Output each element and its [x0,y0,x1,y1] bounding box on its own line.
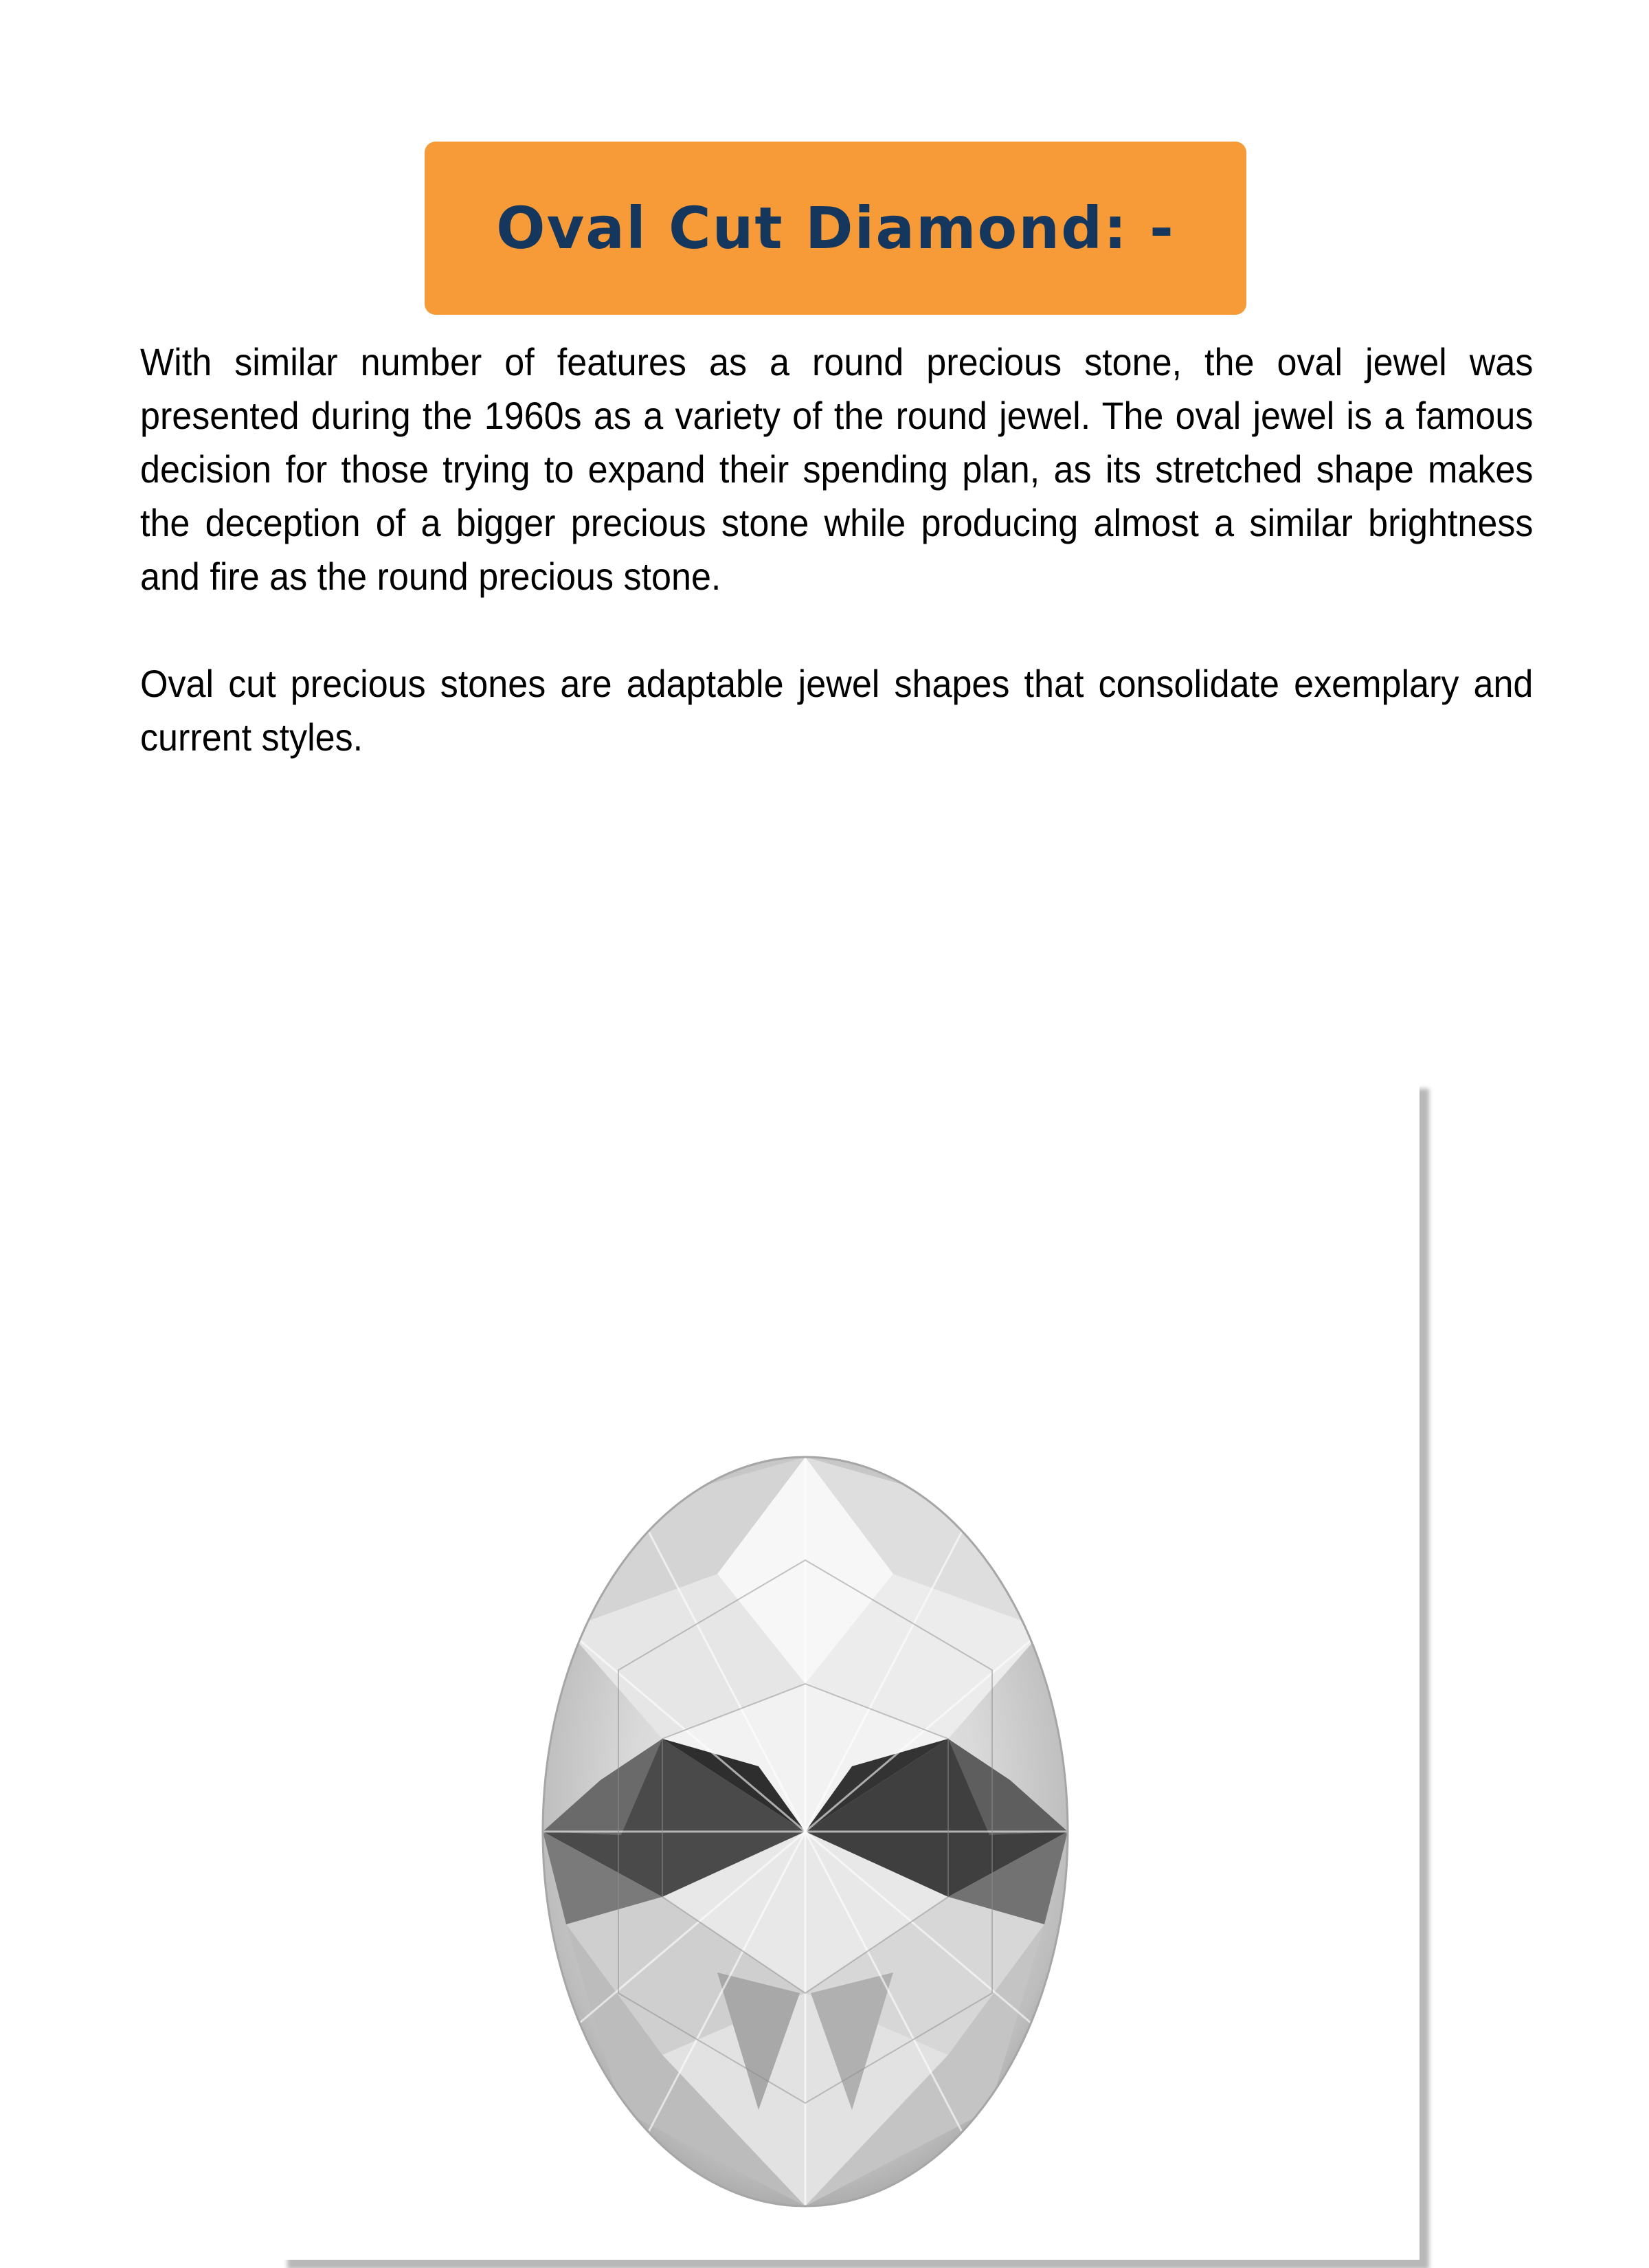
diamond-photo-frame [278,1079,1420,2260]
paragraph-intro: With similar number of features as a round precious stone, the oval jewel was presented during the 1960s as a variety of the round jewel. The oval jewel is a famous decision for those trying to expand their spending plan, as its stretched shape makes the deception of a bigger precious stone while producing almost a similar brightness and fire as the round precious stone. [140,340,1534,598]
page-title: Oval Cut Diamond: - [496,194,1175,262]
body-text [140,335,1533,818]
oval-diamond-icon [278,1079,1420,2260]
paragraph-styles: Oval cut precious stones are adaptable jewel shapes that consolidate exemplary and current styles. [140,662,1534,759]
title-banner [425,142,1246,315]
